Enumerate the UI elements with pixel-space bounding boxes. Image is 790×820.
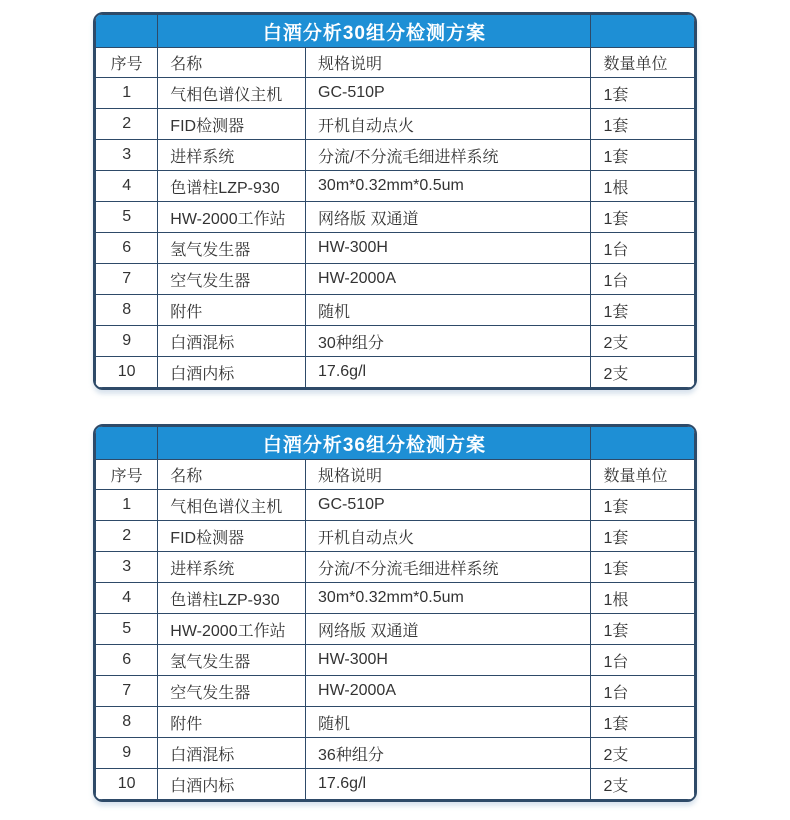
item-spec-cell: 17.6g/l (306, 357, 591, 388)
table-row (96, 645, 695, 676)
table-row (96, 552, 695, 583)
row-index-cell: 1 (96, 490, 158, 521)
table-row (96, 109, 695, 140)
item-spec-cell: 网络版 双通道 (306, 614, 591, 645)
item-name-cell: 白酒内标 (158, 769, 306, 800)
item-qty-unit-cell: 1套 (591, 140, 695, 171)
table-title: 白酒分析36组分检测方案 (158, 427, 591, 460)
scheme-card-36 (93, 424, 697, 802)
table-row (96, 707, 695, 738)
row-index-cell: 10 (96, 769, 158, 800)
item-qty-unit-cell: 1台 (591, 233, 695, 264)
column-header-spec: 规格说明 (306, 460, 591, 490)
item-spec-cell: 开机自动点火 (306, 521, 591, 552)
table-row (96, 171, 695, 202)
table-row (96, 295, 695, 326)
item-name-cell: HW-2000工作站 (158, 614, 306, 645)
item-qty-unit-cell: 1套 (591, 295, 695, 326)
item-name-cell: 白酒混标 (158, 738, 306, 769)
table-row (96, 583, 695, 614)
item-qty-unit-cell: 2支 (591, 769, 695, 800)
item-name-cell: 进样系统 (158, 552, 306, 583)
row-index-cell: 2 (96, 109, 158, 140)
item-qty-unit-cell: 1套 (591, 614, 695, 645)
table-title-bar (96, 427, 695, 460)
row-index-cell: 6 (96, 645, 158, 676)
row-index-cell: 3 (96, 552, 158, 583)
item-name-cell: 白酒内标 (158, 357, 306, 388)
table-title: 白酒分析30组分检测方案 (158, 15, 591, 48)
item-spec-cell: GC-510P (306, 490, 591, 521)
item-name-cell: 气相色谱仪主机 (158, 78, 306, 109)
item-spec-cell: HW-2000A (306, 264, 591, 295)
table-title-bar (96, 15, 695, 48)
row-index-cell: 5 (96, 614, 158, 645)
row-index-cell: 3 (96, 140, 158, 171)
item-qty-unit-cell: 1套 (591, 202, 695, 233)
item-spec-cell: 开机自动点火 (306, 109, 591, 140)
row-index-cell: 8 (96, 295, 158, 326)
item-name-cell: 色谱柱LZP-930 (158, 583, 306, 614)
row-index-cell: 1 (96, 78, 158, 109)
scheme-card-30 (93, 12, 697, 390)
item-qty-unit-cell: 1台 (591, 645, 695, 676)
column-header-row (96, 460, 695, 490)
item-qty-unit-cell: 1台 (591, 264, 695, 295)
table-row (96, 202, 695, 233)
item-name-cell: 附件 (158, 707, 306, 738)
item-name-cell: 空气发生器 (158, 676, 306, 707)
row-index-cell: 4 (96, 171, 158, 202)
item-spec-cell: 网络版 双通道 (306, 202, 591, 233)
table-row (96, 78, 695, 109)
column-header-row (96, 48, 695, 78)
item-qty-unit-cell: 1台 (591, 676, 695, 707)
item-name-cell: 气相色谱仪主机 (158, 490, 306, 521)
table-row (96, 326, 695, 357)
row-index-cell: 7 (96, 676, 158, 707)
column-header-index: 序号 (96, 48, 158, 78)
table-row (96, 490, 695, 521)
item-qty-unit-cell: 1根 (591, 171, 695, 202)
table-row (96, 264, 695, 295)
item-name-cell: 氢气发生器 (158, 645, 306, 676)
table-row (96, 614, 695, 645)
item-name-cell: 进样系统 (158, 140, 306, 171)
item-name-cell: 色谱柱LZP-930 (158, 171, 306, 202)
spec-table-36 (95, 426, 695, 800)
item-name-cell: FID检测器 (158, 109, 306, 140)
table-row (96, 233, 695, 264)
item-qty-unit-cell: 2支 (591, 326, 695, 357)
column-header-spec: 规格说明 (306, 48, 591, 78)
column-header-qty-unit: 数量单位 (591, 460, 695, 490)
item-name-cell: 附件 (158, 295, 306, 326)
row-index-cell: 9 (96, 326, 158, 357)
item-spec-cell: 30m*0.32mm*0.5um (306, 583, 591, 614)
column-header-qty-unit: 数量单位 (591, 48, 695, 78)
table-row (96, 676, 695, 707)
table-row (96, 140, 695, 171)
row-index-cell: 10 (96, 357, 158, 388)
row-index-cell: 4 (96, 583, 158, 614)
spec-table-30 (95, 14, 695, 388)
column-header-index: 序号 (96, 460, 158, 490)
item-spec-cell: 分流/不分流毛细进样系统 (306, 552, 591, 583)
column-header-name: 名称 (158, 48, 306, 78)
item-name-cell: FID检测器 (158, 521, 306, 552)
item-spec-cell: HW-300H (306, 233, 591, 264)
item-qty-unit-cell: 1根 (591, 583, 695, 614)
row-index-cell: 8 (96, 707, 158, 738)
item-name-cell: 空气发生器 (158, 264, 306, 295)
item-name-cell: HW-2000工作站 (158, 202, 306, 233)
item-spec-cell: 30m*0.32mm*0.5um (306, 171, 591, 202)
item-spec-cell: HW-300H (306, 645, 591, 676)
title-bar-left-cell (96, 15, 158, 48)
item-spec-cell: 36种组分 (306, 738, 591, 769)
table-row (96, 521, 695, 552)
item-name-cell: 氢气发生器 (158, 233, 306, 264)
item-name-cell: 白酒混标 (158, 326, 306, 357)
item-spec-cell: 30种组分 (306, 326, 591, 357)
item-spec-cell: 17.6g/l (306, 769, 591, 800)
table-row (96, 738, 695, 769)
item-spec-cell: 随机 (306, 295, 591, 326)
table-row (96, 769, 695, 800)
row-index-cell: 6 (96, 233, 158, 264)
row-index-cell: 2 (96, 521, 158, 552)
title-bar-right-cell (591, 15, 695, 48)
item-spec-cell: GC-510P (306, 78, 591, 109)
title-bar-right-cell (591, 427, 695, 460)
item-qty-unit-cell: 1套 (591, 521, 695, 552)
row-index-cell: 7 (96, 264, 158, 295)
row-index-cell: 9 (96, 738, 158, 769)
title-bar-left-cell (96, 427, 158, 460)
row-index-cell: 5 (96, 202, 158, 233)
item-qty-unit-cell: 1套 (591, 78, 695, 109)
item-qty-unit-cell: 2支 (591, 357, 695, 388)
column-header-name: 名称 (158, 460, 306, 490)
item-spec-cell: HW-2000A (306, 676, 591, 707)
item-qty-unit-cell: 1套 (591, 490, 695, 521)
item-qty-unit-cell: 1套 (591, 552, 695, 583)
item-spec-cell: 分流/不分流毛细进样系统 (306, 140, 591, 171)
item-qty-unit-cell: 1套 (591, 109, 695, 140)
table-row (96, 357, 695, 388)
item-qty-unit-cell: 2支 (591, 738, 695, 769)
item-qty-unit-cell: 1套 (591, 707, 695, 738)
item-spec-cell: 随机 (306, 707, 591, 738)
